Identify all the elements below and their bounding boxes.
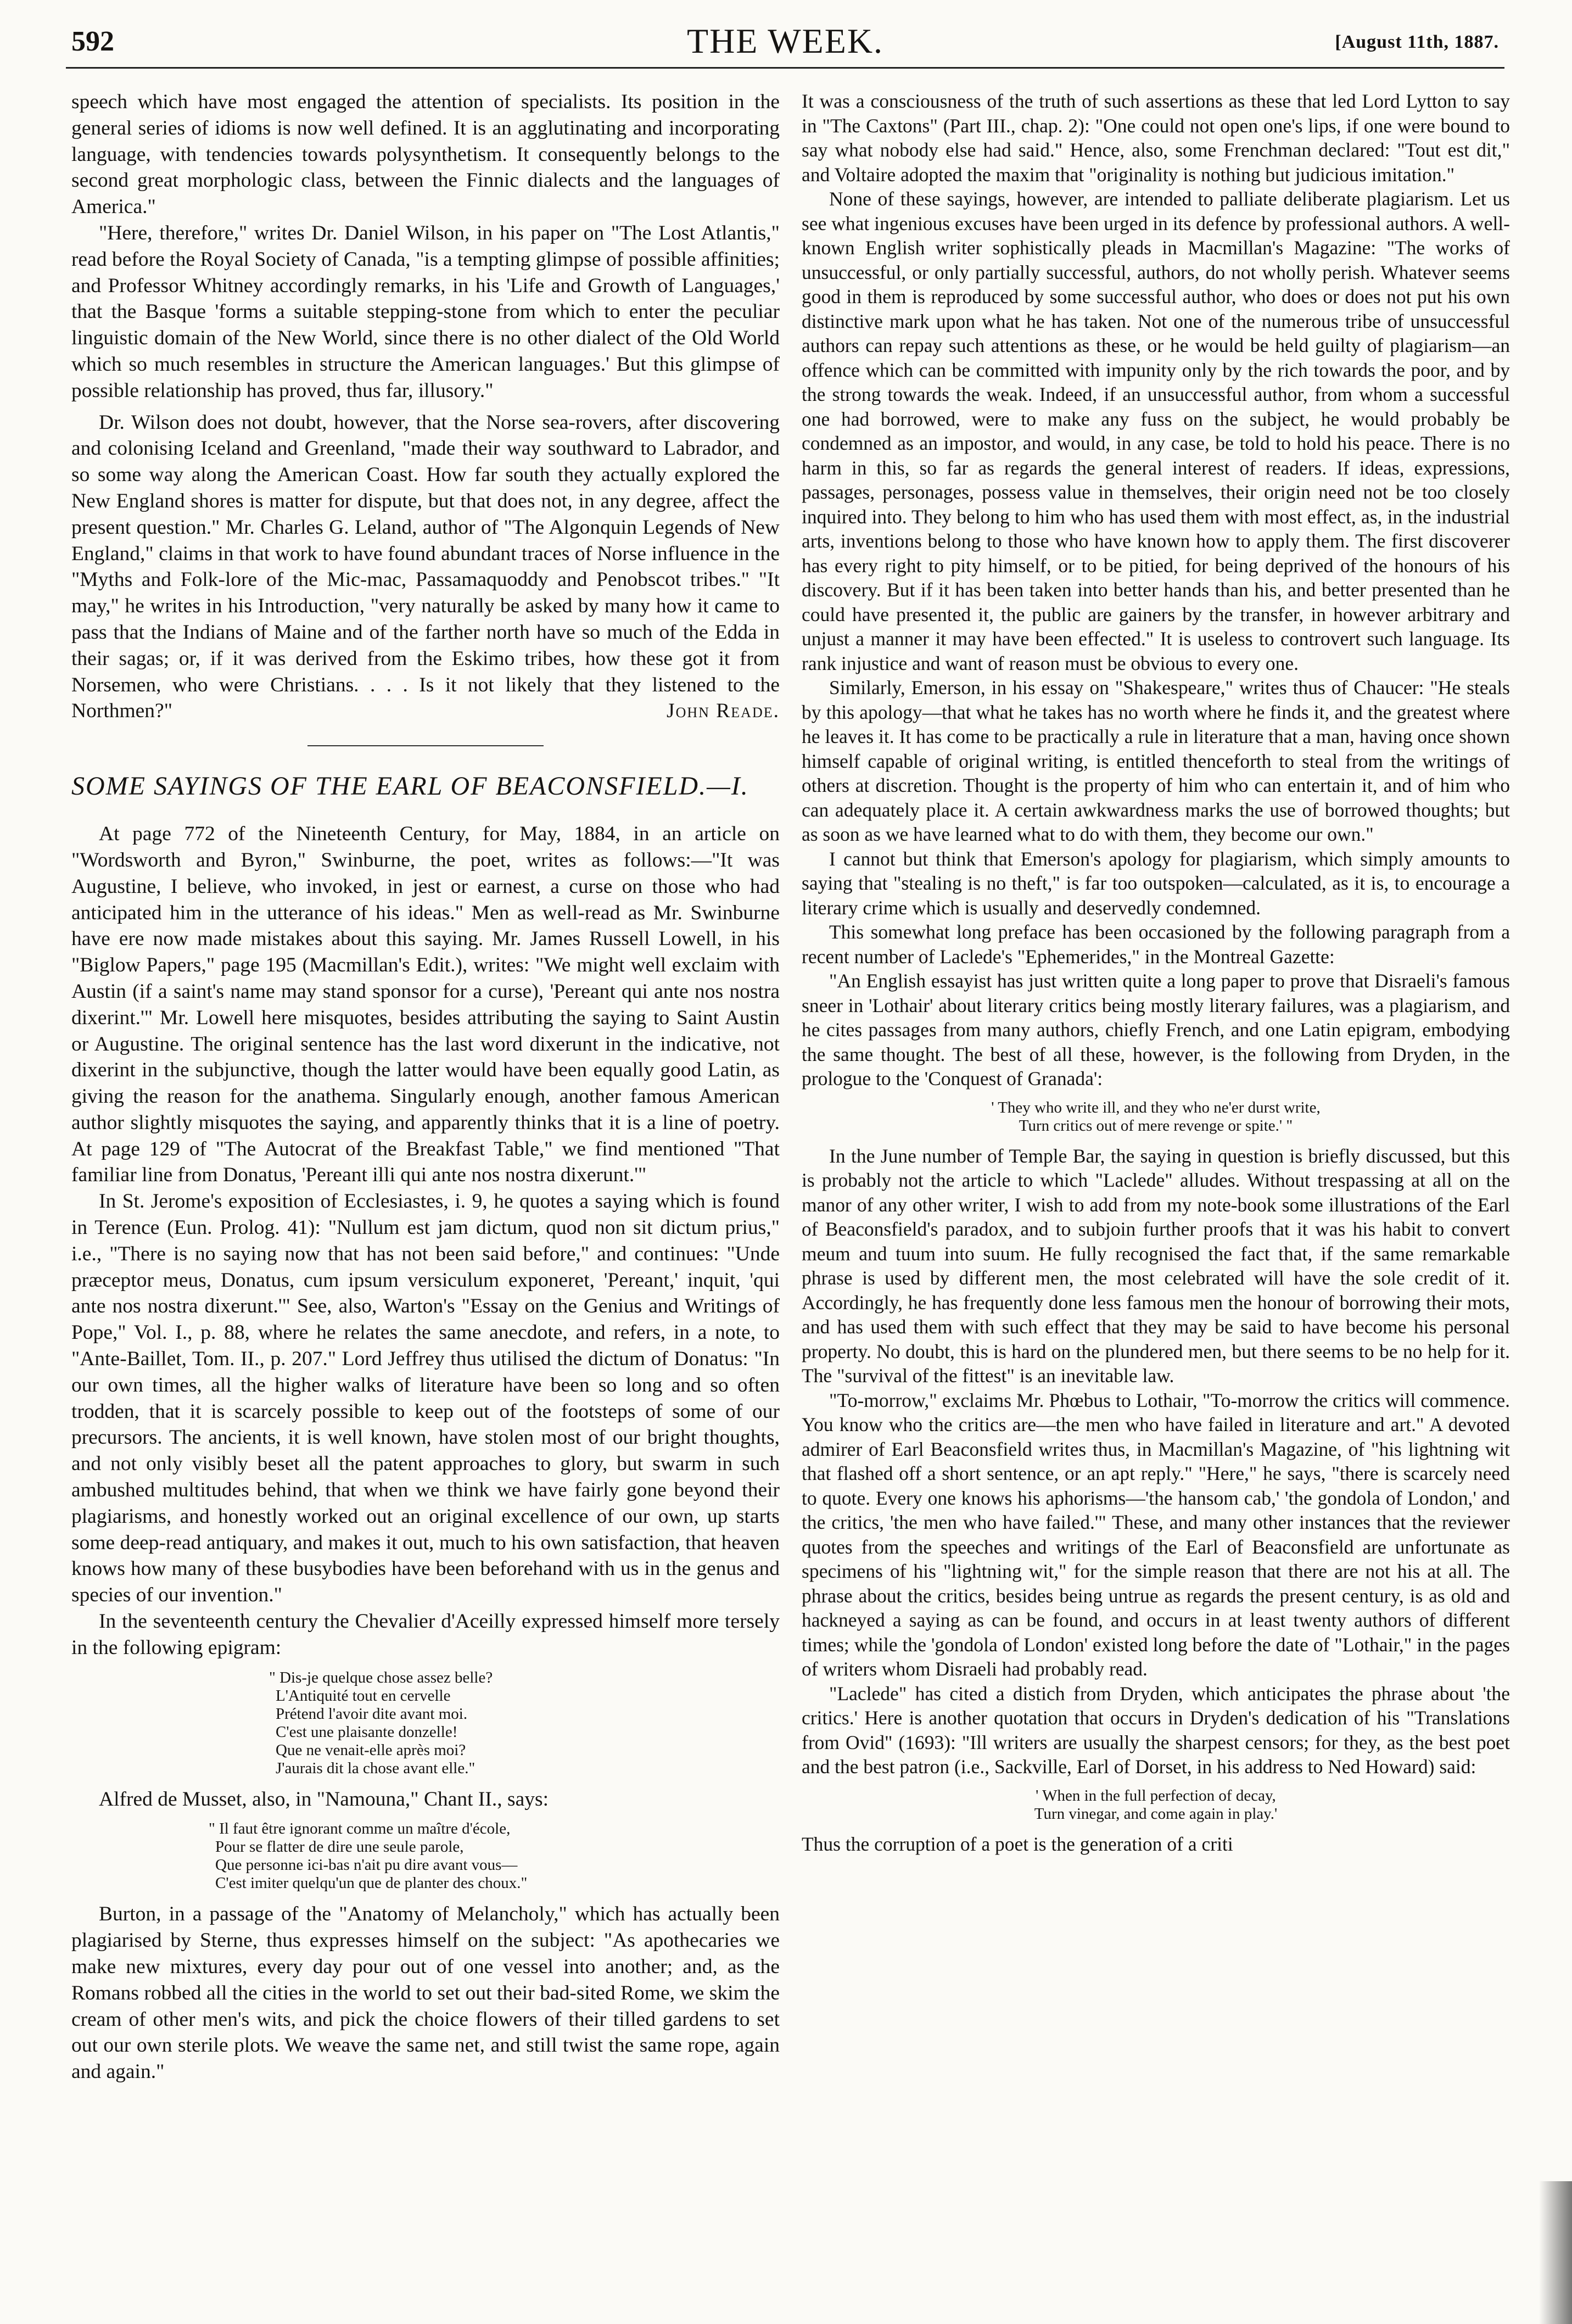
- verse-line: Que personne ici-bas n'ait pu dire avant vous—: [215, 1856, 518, 1874]
- page-header: [71, 21, 1499, 65]
- verse-quote: [802, 1099, 1510, 1135]
- paragraph: In the seventeenth century the Chevalier d'Aceilly expressed himself more tersely in the following epigram:: [71, 1610, 780, 1659]
- verse-line: L'Antiquité tout en cervelle: [276, 1686, 451, 1705]
- left-column: [71, 89, 780, 2085]
- verse-line: Prétend l'avoir dite avant moi.: [276, 1705, 468, 1723]
- paragraph: Similarly, Emerson, in his essay on "Shakespeare," writes thus of Chaucer: "He steals by this apology—that what he takes has no worth where he finds it, and the greatest where he leaves it. It has come to be practically a rule in literature that a man, having once shown himself capable of original writing, is entitled thenceforth to steal from the writings of others at discretion. Thought is the property of him who can entertain it, and of him who can adequately place it. A certain awkwardness marks the use of borrowed thoughts; but as soon as we have learned what to do with them, they become our own.": [802, 677, 1510, 845]
- article-title: SOME SAYINGS OF THE EARL OF BEACONSFIELD.—I.: [71, 772, 749, 801]
- verse-quote: [802, 1787, 1510, 1823]
- verse-quote: [71, 1820, 780, 1892]
- verse-line: C'est une plaisante donzelle!: [276, 1723, 458, 1741]
- verse-line: " Il faut être ignorant comme un maître d'école,: [209, 1820, 511, 1838]
- page-edge-shadow: [1539, 2181, 1572, 2324]
- verse-line: ' When in the full perfection of decay,: [1036, 1786, 1276, 1805]
- right-column: [802, 89, 1510, 1856]
- verse-line: Turn vinegar, and come again in play.': [1034, 1805, 1278, 1823]
- issue-date: [August 11th, 1887.: [1335, 32, 1499, 52]
- verse-line: ' They who write ill, and they who ne'er durst write,: [991, 1098, 1321, 1116]
- paragraph: In St. Jerome's exposition of Ecclesiastes, i. 9, he quotes a saying which is found in Terence (Eun. Prolog. 41): "Nullum est jam dictum, quod non sit dictum prius," i.e., "There is no saying now that has not been said before," and continues: "Unde præceptor meus, Donatus, cum ipsum versiculum exponeret, 'Pereant,' inquit, 'qui ante nos nostra dixerunt.'" See, also, Warton's "Essay on the Genius and Writings of Pope," Vol. I., p. 88, where he relates the same anecdote, and refers, in a note, to "Ante-Baillet, Tom. II., p. 207." Lord Jeffrey thus utilised the dictum of Donatus: "In our own times, all the higher walks of literature have been so long and so often trodden, that it is scarcely possible to keep out of the footsteps of some of our precursors. The ancients, it is well known, have stolen most of our bright thoughts, and not only visibly beset all the patent approaches to glory, but swarm in such ambushed multitudes behind, that when we think we have fairly gone beyond their plagiarisms, and honestly worked out an original excellence of our own, up starts some deep-read antiquary, and makes it out, much to his own satisfaction, that heaven knows how many of these busybodies have been beforehand with us in the genus and species of our invention.": [71, 1190, 780, 1607]
- paragraph: speech which have most engaged the attention of specialists. Its position in the general series of idioms is now well defined. It is an agglutinating and incorporating language, with tendencies towards polysynthetism. It consequently belongs to the second great morphologic class, between the Finnic dialects and the languages of America.": [71, 91, 780, 219]
- paragraph: "To-morrow," exclaims Mr. Phœbus to Lothair, "To-morrow the critics will commence. You know who the critics are—the men who have failed in literature and art." A devoted admirer of Earl Beaconsfield writes thus, in Macmillan's Magazine, of "his lightning wit that flashed off a short sentence, or an apt reply." "Here," he says, "there is scarcely need to quote. Every one knows his aphorisms—'the hansom cab,' 'the gondola of London,' and the critics, 'the men who have failed.'" These, and many other instances that the reviewer quotes from the speeches and writings of the Earl of Beaconsfield are unfortunate as specimens of his "lightning wit," for the simple reason that there are not his at all. The phrase about the critics, besides being untrue as regards the present century, is as old and hackneyed a saying as can be found, and occurs in at least twenty authors of different times; while the 'gondola of London' existed long before the date of "Lothair," in the pages of writers whom Disraeli had probably read.: [802, 1389, 1510, 1680]
- verse-line: Que ne venait-elle après moi?: [276, 1741, 466, 1759]
- verse-line: J'aurais dit la chose avant elle.": [276, 1759, 475, 1777]
- paragraph: Dr. Wilson does not doubt, however, that the Norse sea-rovers, after discovering and colonising Iceland and Greenland, "made their way southward to Labrador, and so some way along the American Coast. How far south they actually explored the New England shores is matter for dispute, but that does not, in any degree, affect the present question." Mr. Charles G. Leland, author of "The Algonquin Legends of New England," claims in that work to have found abundant traces of Norse influence in the "Myths and Folk-lore of the Mic-mac, Passamaquoddy and Penobscot tribes." "It may," he writes in his Introduction, "very naturally be asked by many how it came to pass that the Indians of Maine and of the farther north have so much of the Edda in their sagas; or, if it was derived from the Eskimo tribes, how these got it from Norsemen, who were Christians. . . . Is it not likely that they listened to the Northmen?": [71, 411, 780, 723]
- verse-line: C'est imiter quelqu'un que de planter des choux.": [215, 1874, 528, 1892]
- paragraph: I cannot but think that Emerson's apology for plagiarism, which simply amounts to saying that "stealing is no theft," is far too outspoken—calculated, as it is, to encourage a literary crime which is usually and deservedly condemned.: [802, 847, 1510, 919]
- section-divider: [307, 745, 544, 746]
- epigram-quote: [71, 1669, 780, 1778]
- paragraph: Thus the corruption of a poet is the generation of a criti: [802, 1833, 1233, 1855]
- paragraph: None of these sayings, however, are intended to palliate deliberate plagiarism. Let us see what ingenious excuses have been urged in its defence by professional authors. A well-known English writer sophistically pleads in Macmillan's Magazine: "The works of unsuccessful, or only partially successful, authors, do not wholly perish. Whatever seems good in them is reproduced by some successful author, who does or does not put his own distinctive mark upon what he has taken. Not one of the numerous tribe of unsuccessful authors can repay such attentions as these, or he would be held guilty of plagiarism—an offence which can be committed with impunity only by the rich towards the poor, and by the strong towards the weak. Indeed, if an unsuccessful author, from whom a successful one had borrowed, were to make any fuss on the subject, he would probably be condemned as an impostor, and would, in any case, be told to hold his peace. There is no harm in this, so far as regards the general interest of readers. If ideas, expressions, passages, personages, possess value in themselves, their origin need not be too closely inquired into. They belong to him who has used them with most effect, as, in the industrial arts, inventions belong to those who have known how to apply them. The first discoverer has every right to pity himself, or to be pitied, for being deprived of the honours of his discovery. But if it has been taken into better hands than his, and better presented than he could have presented it, the public are gainers by the transfer, in however arbitrary and unjust a manner it may have been effected." It is useless to controvert such language. Its rank injustice and want of reason must be obvious to every one.: [802, 188, 1510, 674]
- paragraph: Burton, in a passage of the "Anatomy of Melancholy," which has actually been plagiarised by Sterne, thus expresses himself on the subject: "As apothecaries we make new mixtures, every day pour out of one vessel into another; and, as the Romans robbed all the cities in the world to set out their bad-sited Rome, we skim the cream of other men's wits, and pick the choice flowers of their tilled gardens to set out our own sterile plots. We weave the same net, and still twist the same rope, again and again.": [71, 1903, 780, 2083]
- paragraph: This somewhat long preface has been occasioned by the following paragraph from a recent number of Laclede's "Ephemerides," in the Montreal Gazette:: [802, 921, 1510, 968]
- header-rule: [66, 67, 1504, 69]
- verse-line: Turn critics out of mere revenge or spite.' ": [1019, 1116, 1293, 1135]
- verse-line: Pour se flatter de dire une seule parole,: [215, 1838, 464, 1856]
- paragraph: It was a consciousness of the truth of such assertions as these that led Lord Lytton to say in "The Caxtons" (Part III., chap. 2): "One could not open one's lips, if one were bound to say what nobody else had said." Hence, also, some Frenchman declared: "Tout est dit," and Voltaire adopted the maxim that "originality is nothing but judicious imitation.": [802, 90, 1510, 186]
- page-number: 592: [71, 26, 114, 57]
- paragraph: "Here, therefore," writes Dr. Daniel Wilson, in his paper on "The Lost Atlantis," read before the Royal Society of Canada, "is a tempting glimpse of possible affinities; and Professor Whitney accordingly remarks, in his 'Life and Growth of Languages,' that the Basque 'forms a suitable stepping-stone from which to enter the peculiar linguistic domain of the New World, since there is no other dialect of the Old World which so much resembles in structure the American languages.' But this glimpse of possible relationship has proved, thus far, illusory.": [71, 221, 780, 402]
- author-signature: John Reade.: [666, 700, 780, 723]
- paragraph: In the June number of Temple Bar, the saying in question is briefly discussed, but this is probably not the article to which "Laclede" alludes. Without trespassing at all on the manor of any other writer, I wish to add from my note-book some illustrations of the Earl of Beaconsfield's paradox, and to subjoin further proofs that it was his habit to convert meum and tuum into suum. He fully recognised the fact that, if the same remarkable phrase is used by different men, the most celebrated will have the sole credit of it. Accordingly, he has frequently done less famous men the honour of borrowing their mots, and has used them with such effect that they may be said to have become his personal property. No doubt, this is hard on the plundered men, but there seems to be no help for it. The "survival of the fittest" is an inevitable law.: [802, 1144, 1510, 1387]
- paragraph: "Laclede" has cited a distich from Dryden, which anticipates the phrase about 'the critics.' Here is another quotation that occurs in Dryden's dedication of his "Translations from Ovid" (1693): "Ill writers are usually the sharpest censors; for they, as the best poet and the best patron (i.e., Sackville, Earl of Dorset, in his address to Ned Howard) said:: [802, 1682, 1510, 1778]
- paragraph: "An English essayist has just written quite a long paper to prove that Disraeli's famous sneer in 'Lothair' about literary critics being mostly literary failures, was a plagiarism, and he cites passages from many authors, chiefly French, and one Latin epigram, embodying the same thought. The best of all these, however, is the following from Dryden, in the prologue to the 'Conquest of Granada':: [802, 970, 1510, 1090]
- verse-line: " Dis-je quelque chose assez belle?: [269, 1668, 493, 1686]
- paragraph: At page 772 of the Nineteenth Century, for May, 1884, in an article on "Wordsworth and Byron," Swinburne, the poet, writes as follows:—"It was Augustine, I believe, who invoked, in jest or earnest, a curse on those who had anticipated him in the utterance of his ideas." Men as well-read as Mr. Swinburne have ere now made mistakes about this saying. Mr. James Russell Lowell, in his "Biglow Papers," page 195 (Macmillan's Edit.), writes: "We might well exclaim with Austin (if a saint's name may stand sponsor for a curse), 'Pereant qui ante nos nostra dixerint.'" Mr. Lowell here misquotes, besides attributing the saying to Saint Austin or Augustine. The original sentence has the last word dixerunt in the indicative, not dixerint in the subjunctive, though the latter would have been equally good Latin, as giving the reason for the anathema. Singularly enough, another famous American author slightly misquotes the saying, and apparently thinks that it is a line of poetry. At page 129 of "The Autocrat of the Breakfast Table," we find mentioned "That familiar line from Donatus, 'Pereant illi qui ante nos nostra dixerunt.'": [71, 823, 780, 1187]
- paragraph: Alfred de Musset, also, in "Namouna," Chant II., says:: [99, 1787, 549, 1811]
- journal-title: THE WEEK.: [686, 21, 884, 60]
